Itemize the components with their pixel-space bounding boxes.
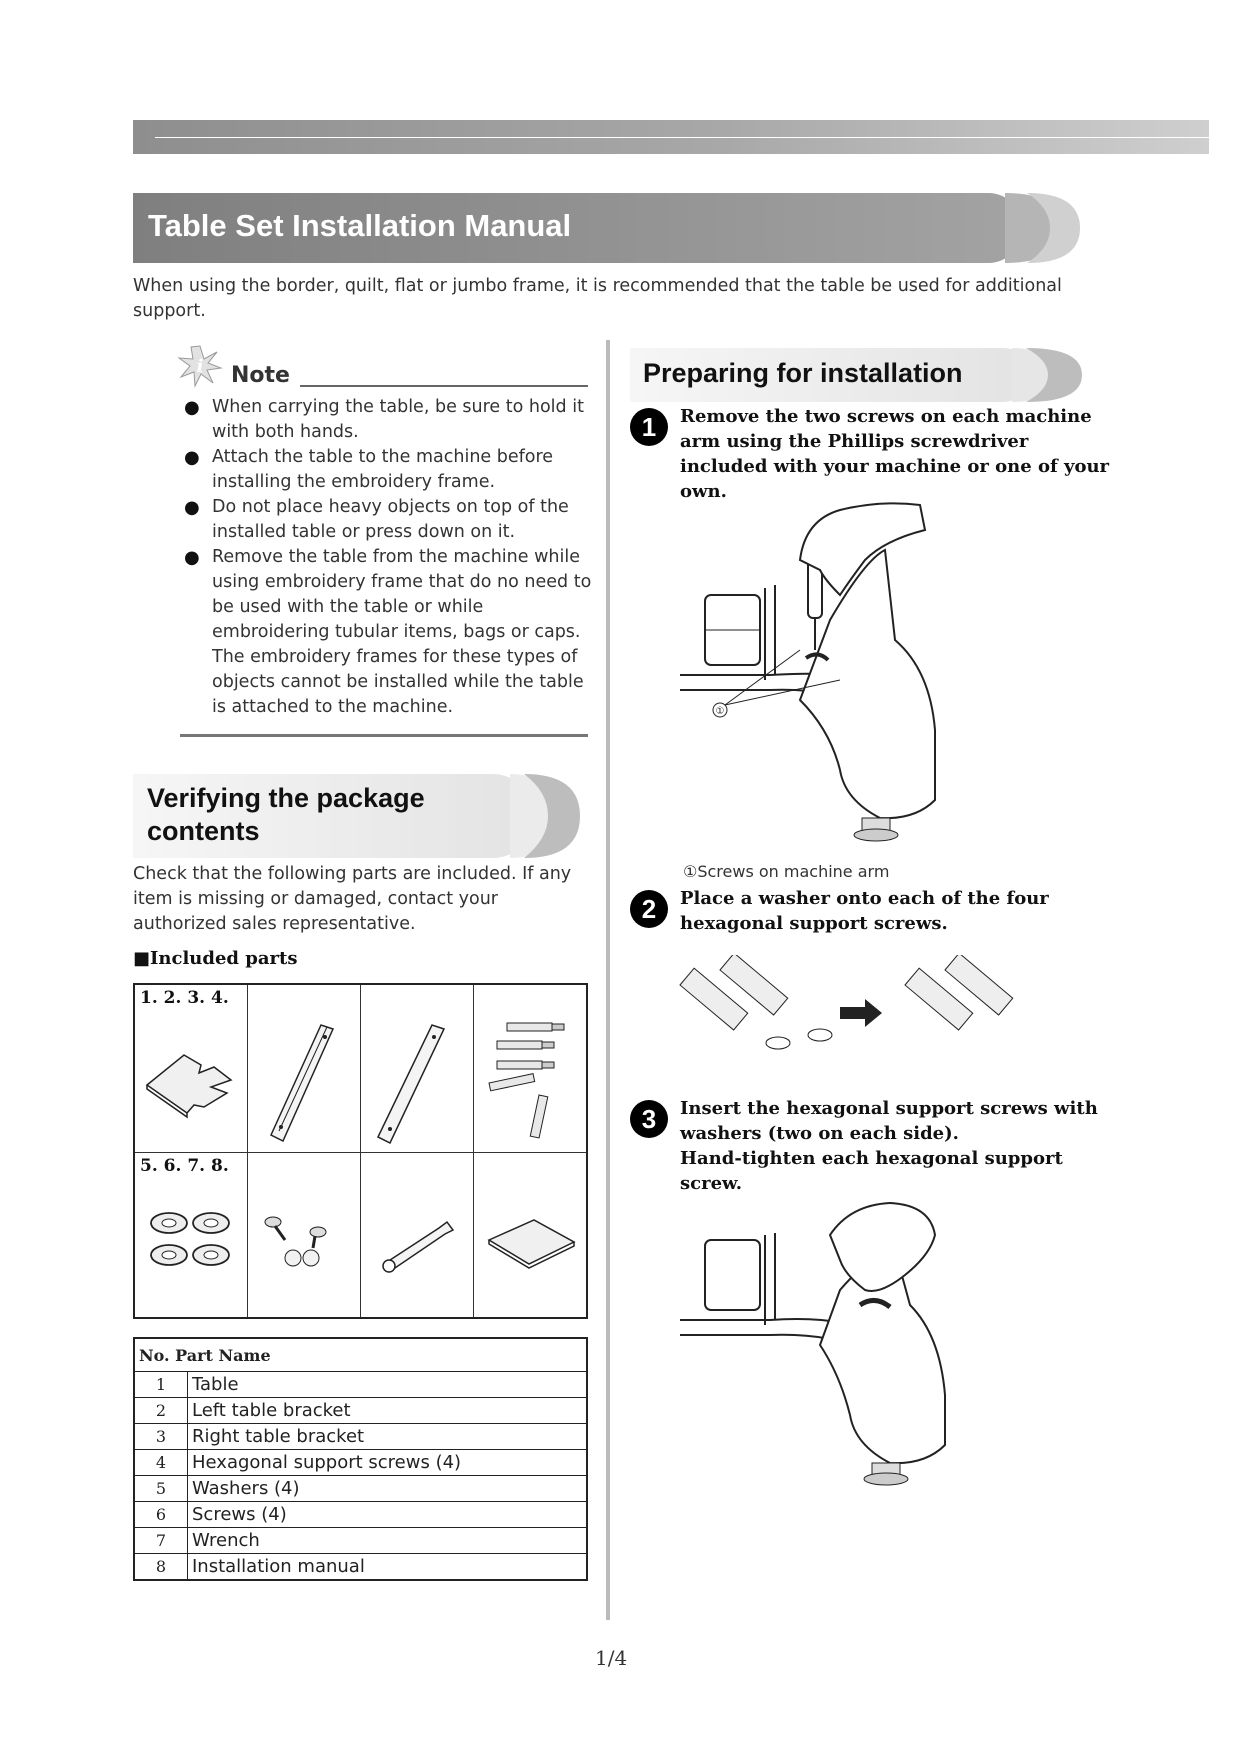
- table-row: 8 Installation manual: [134, 1554, 587, 1581]
- svg-text:i: i: [196, 356, 204, 377]
- included-parts-label: ■Included parts: [133, 948, 298, 969]
- step-2-number: 2: [630, 890, 668, 928]
- note-list: [184, 395, 594, 720]
- callout-marker: ①: [715, 706, 725, 717]
- title-banner-cap: [1005, 193, 1085, 263]
- table-row: 5 Washers (4): [134, 1476, 587, 1502]
- verify-text: Check that the following parts are included. If any item is missing or damaged, contact your authorized sales representative.: [133, 864, 572, 934]
- prep-title: Preparing for installation: [643, 358, 963, 388]
- wrench-image: [367, 1210, 471, 1290]
- note-item: ● Remove the table from the machine while using embroidery frame that do no need to be used with the table or while embroidering tubular items, bags or caps. The embroidery frames for these types of objects cannot be installed while the table is attached to the machine.: [184, 547, 592, 717]
- parts-illustration-grid: [133, 983, 588, 1319]
- screws-caption: ①Screws on machine arm: [683, 862, 890, 881]
- grid-line: [473, 985, 474, 1317]
- parts-table: [133, 1337, 588, 1581]
- note-item: ● Attach the table to the machine before installing the embroidery frame.: [184, 447, 554, 492]
- bullet-icon: ●: [184, 447, 200, 468]
- step-2-text: Place a washer onto each of the four hexagonal support screws.: [680, 888, 1049, 934]
- grid-line: [247, 985, 248, 1317]
- step-1-text: Remove the two screws on each machine arm using the Phillips screwdriver included with your machine or one of your own.: [680, 406, 1110, 502]
- hex-screws-image: [477, 1015, 585, 1150]
- table-row: 4 Hexagonal support screws (4): [134, 1450, 587, 1476]
- note-item: ● Do not place heavy objects on top of the installed table or press down on it.: [184, 497, 569, 542]
- grid-row1-label: 1. 2. 3. 4.: [140, 988, 229, 1008]
- bullet-icon: ●: [184, 497, 200, 518]
- note-icon: [177, 344, 223, 388]
- grid-row2-label: 5. 6. 7. 8.: [140, 1156, 229, 1176]
- table-row: 1 Table: [134, 1372, 587, 1398]
- screws-image: [253, 1210, 357, 1290]
- note-rule-bottom: [180, 734, 588, 737]
- table-part-image: [139, 1035, 243, 1145]
- table-row: 6 Screws (4): [134, 1502, 587, 1528]
- manual-image: [479, 1210, 583, 1290]
- step-1-number: 1: [630, 408, 668, 446]
- washers-image: [141, 1205, 241, 1285]
- note-rule-top: [300, 385, 588, 387]
- left-bracket-image: [251, 1015, 357, 1150]
- header-bar-line: [155, 137, 1209, 138]
- intro-text: When using the border, quilt, flat or jumbo frame, it is recommended that the table be used for additional support.: [133, 276, 1062, 321]
- verify-title: Verifying the package contents: [147, 783, 425, 846]
- table-row: 2 Left table bracket: [134, 1398, 587, 1424]
- page-number: 1/4: [595, 1646, 628, 1670]
- tighten-screw-image: [680, 1195, 1040, 1495]
- grid-line: [135, 1152, 586, 1153]
- prep-banner-cap: [1012, 348, 1082, 402]
- bullet-icon: ●: [184, 397, 200, 418]
- step-3-number: 3: [630, 1100, 668, 1138]
- bullet-icon: ●: [184, 547, 200, 568]
- note-title: Note: [231, 363, 290, 388]
- note-item: ● When carrying the table, be sure to hold it with both hands.: [184, 397, 584, 442]
- page-title: Table Set Installation Manual: [148, 208, 572, 243]
- table-row: 7 Wrench: [134, 1528, 587, 1554]
- grid-line: [360, 985, 361, 1317]
- right-bracket-image: [364, 1015, 470, 1150]
- washer-on-screws-image: [660, 955, 1060, 1065]
- machine-arm-screwdriver-image: [680, 500, 1040, 855]
- step-3-text: Insert the hexagonal support screws with washers (two on each side). Hand-tighten each hexagonal support screw.: [680, 1098, 1098, 1194]
- parts-table-header: No. Part Name: [134, 1338, 587, 1372]
- table-row: 3 Right table bracket: [134, 1424, 587, 1450]
- column-divider: [606, 340, 610, 1620]
